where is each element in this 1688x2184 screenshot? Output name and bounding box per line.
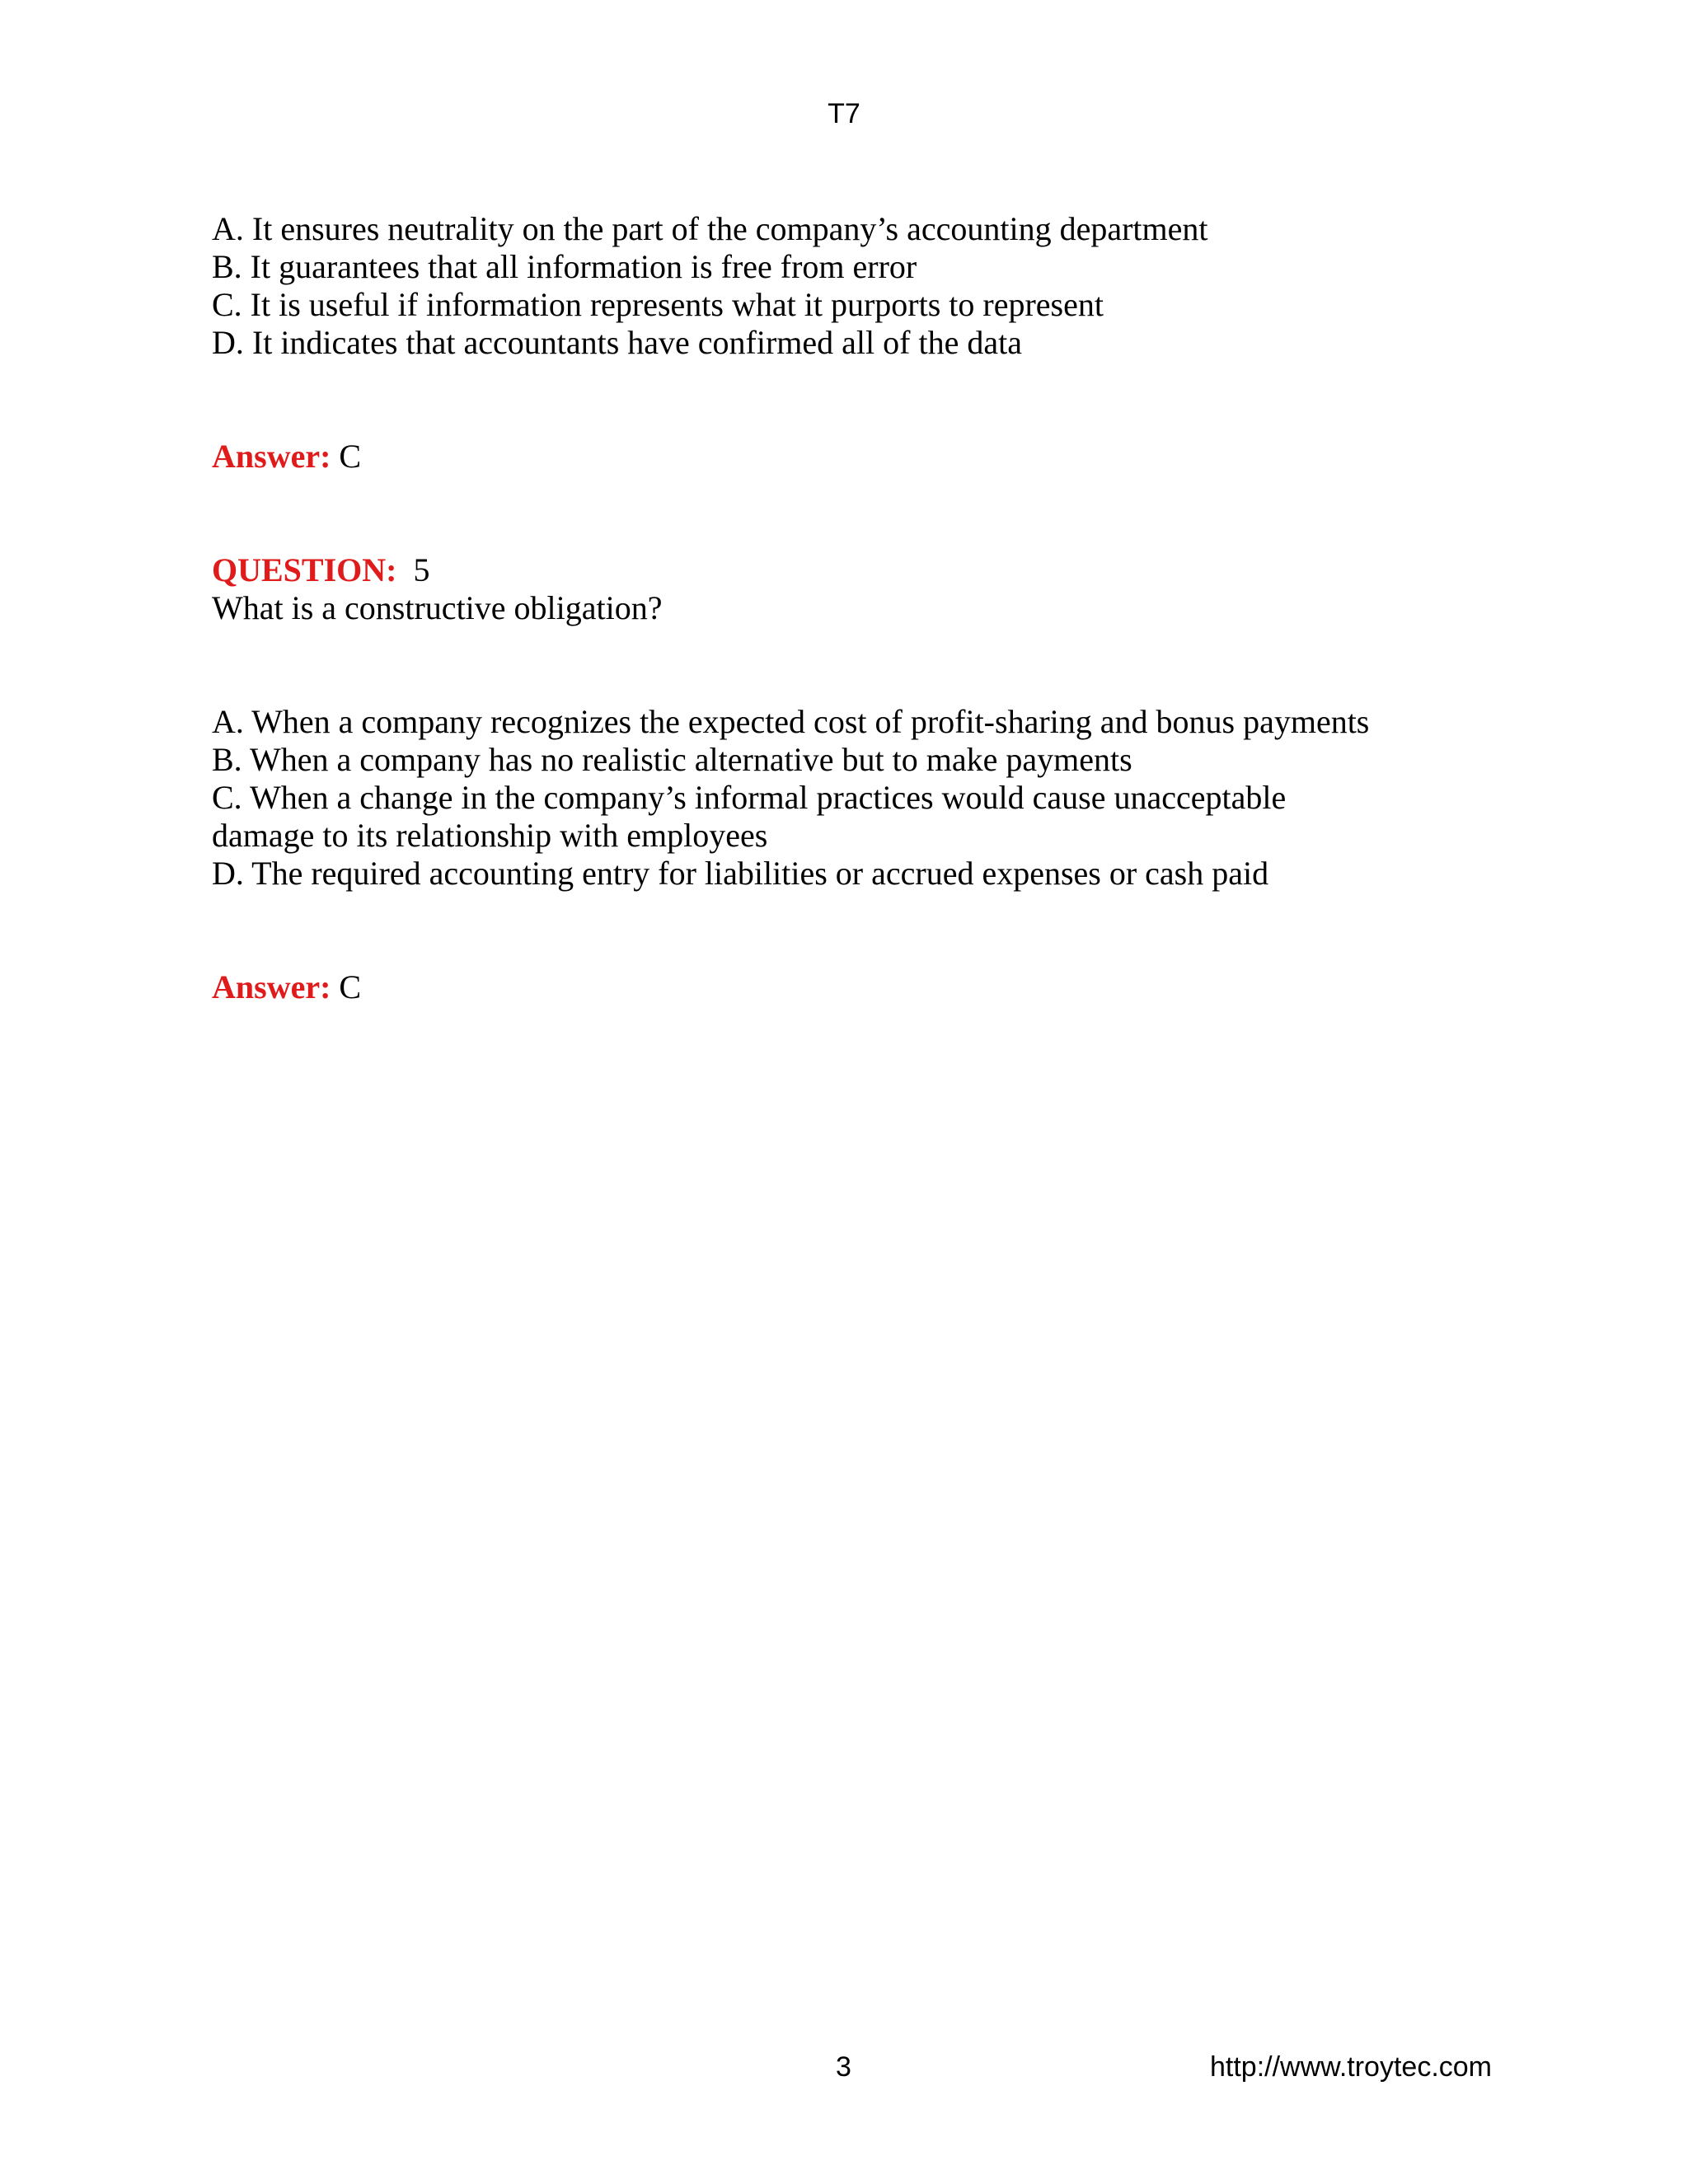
header-exam-code: T7: [828, 98, 860, 129]
question-4-answer: [212, 438, 1580, 476]
answer-label: Answer:: [212, 438, 331, 475]
question-5-options: [212, 703, 1580, 893]
page-content: [212, 210, 1580, 1006]
option-d: D. It indicates that accountants have confirmed all of the data: [212, 324, 1022, 361]
question-number: 5: [413, 551, 430, 588]
option-c: C. It is useful if information represents what it purports to represent: [212, 286, 1104, 323]
option-c-continued: damage to its relationship with employees: [212, 817, 768, 854]
question-5-answer: [212, 968, 1580, 1006]
option-a: A. When a company recognizes the expected cost of profit-sharing and bonus payments: [212, 703, 1370, 740]
question-label: QUESTION:: [212, 551, 397, 588]
question-5-heading: [212, 551, 1580, 589]
option-a: A. It ensures neutrality on the part of the company’s accounting department: [212, 210, 1208, 247]
option-d: D. The required accounting entry for liabilities or accrued expenses or cash paid: [212, 855, 1269, 892]
option-c: C. When a change in the company’s informal practices would cause unacceptable: [212, 779, 1287, 816]
answer-value: C: [339, 438, 362, 475]
question-5-prompt: What is a constructive obligation?: [212, 589, 663, 626]
answer-label: Answer:: [212, 968, 331, 1005]
option-b: B. It guarantees that all information is free from error: [212, 248, 917, 285]
answer-value: C: [339, 968, 362, 1005]
footer-url: http://www.troytec.com: [1210, 2051, 1492, 2083]
question-4-options: [212, 210, 1580, 362]
option-b: B. When a company has no realistic alternative but to make payments: [212, 741, 1132, 778]
page-number: 3: [836, 2051, 851, 2083]
